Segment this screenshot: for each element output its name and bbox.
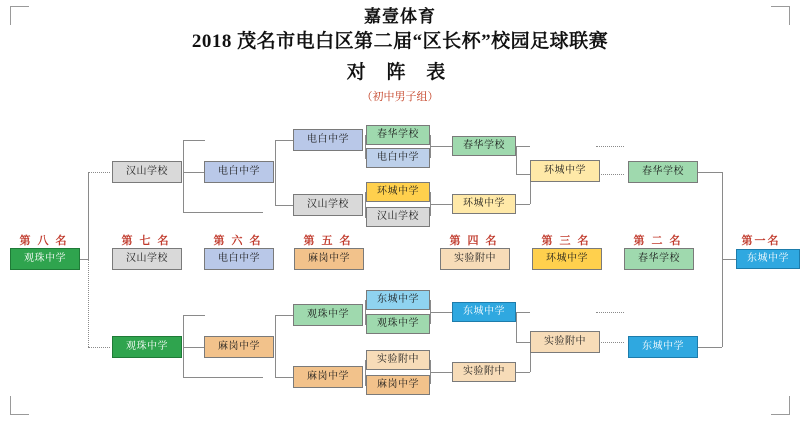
box-r1-dianbai[interactable]: 电白中学 — [204, 161, 274, 183]
connector — [430, 146, 452, 147]
crop-mark-bottom-left — [10, 396, 29, 415]
connector — [183, 172, 205, 173]
box-r2-dianbai-top[interactable]: 电白中学 — [293, 129, 363, 151]
box-rank2-chunhua[interactable]: 春华学校 — [624, 248, 694, 270]
box-r4-huancheng[interactable]: 环城中学 — [452, 194, 516, 214]
box-r1-guanzhu[interactable]: 观珠中学 — [112, 336, 182, 358]
page-subtitle: 对 阵 表 — [346, 62, 454, 83]
connector — [430, 312, 452, 313]
connector — [183, 315, 205, 316]
connector — [596, 312, 624, 313]
box-r1-magang[interactable]: 麻岗中学 — [204, 336, 274, 358]
box-r3-guanzhu[interactable]: 观珠中学 — [366, 314, 430, 334]
connector — [596, 174, 624, 175]
connector — [183, 315, 184, 377]
connector — [430, 192, 431, 216]
box-r3-chunhua[interactable]: 春华学校 — [366, 125, 430, 145]
connector — [516, 146, 530, 147]
connector — [516, 372, 530, 373]
box-rank8-guanzhu[interactable]: 观珠中学 — [10, 248, 80, 270]
connector — [275, 315, 293, 316]
connector — [88, 172, 110, 173]
connector — [183, 347, 205, 348]
box-r5-huancheng[interactable]: 环城中学 — [530, 160, 600, 182]
connector — [430, 204, 452, 205]
box-r4-shiyanfu[interactable]: 实验附中 — [452, 362, 516, 382]
page-title: 2018 茂名市电白区第二届“区长杯”校园足球联赛 — [191, 31, 609, 52]
connector — [516, 312, 530, 313]
rank-label-1: 第一名 — [741, 235, 781, 247]
rank-label-8: 第 八 名 — [19, 235, 69, 247]
box-rank5-magang[interactable]: 麻岗中学 — [294, 248, 364, 270]
box-r3-hanshan[interactable]: 汉山学校 — [366, 207, 430, 227]
rank-label-7: 第 七 名 — [121, 235, 171, 247]
organizer-title: 嘉壹体育 — [364, 7, 436, 26]
box-rank4-shiyanfu[interactable]: 实验附中 — [440, 248, 510, 270]
rank-label-3: 第 三 名 — [541, 235, 591, 247]
connector — [596, 342, 624, 343]
connector — [275, 140, 276, 205]
connector — [516, 146, 517, 174]
group-label: （初中男子组） — [361, 91, 439, 103]
connector — [516, 342, 530, 343]
box-r3-shiyanfu[interactable]: 实验附中 — [366, 350, 430, 370]
box-r2-hanshan[interactable]: 汉山学校 — [293, 194, 363, 216]
rank-label-5: 第 五 名 — [303, 235, 353, 247]
box-r2-guanzhu[interactable]: 观珠中学 — [293, 304, 363, 326]
connector — [275, 140, 293, 141]
box-r6-dongcheng[interactable]: 东城中学 — [628, 336, 698, 358]
connector — [516, 312, 517, 342]
connector — [275, 315, 276, 377]
connector — [430, 300, 431, 324]
box-rank1-dongcheng[interactable]: 东城中学 — [736, 249, 800, 269]
box-rank7-hanshan[interactable]: 汉山学校 — [112, 248, 182, 270]
rank-label-4: 第 四 名 — [449, 235, 499, 247]
connector — [183, 140, 205, 141]
box-r2-magang[interactable]: 麻岗中学 — [293, 366, 363, 388]
connector — [183, 140, 184, 212]
connector — [430, 135, 431, 158]
box-r3-dongcheng[interactable]: 东城中学 — [366, 290, 430, 310]
connector — [183, 212, 263, 213]
connector — [596, 146, 624, 147]
connector — [698, 172, 722, 173]
connector — [516, 204, 530, 205]
box-r3-huancheng[interactable]: 环城中学 — [366, 182, 430, 202]
rank-label-6: 第 六 名 — [213, 235, 263, 247]
connector — [430, 360, 431, 384]
connector — [698, 347, 722, 348]
box-rank6-dianbai[interactable]: 电白中学 — [204, 248, 274, 270]
box-r4-dongcheng[interactable]: 东城中学 — [452, 302, 516, 322]
connector — [275, 377, 293, 378]
box-r1-hanshan[interactable]: 汉山学校 — [112, 161, 182, 183]
connector — [516, 174, 530, 175]
box-r3-dianbai[interactable]: 电白中学 — [366, 148, 430, 168]
box-rank3-huancheng[interactable]: 环城中学 — [532, 248, 602, 270]
crop-mark-bottom-right — [771, 396, 790, 415]
box-r6-chunhua[interactable]: 春华学校 — [628, 161, 698, 183]
connector — [275, 205, 293, 206]
connector — [183, 377, 263, 378]
rank-label-2: 第 二 名 — [633, 235, 683, 247]
connector — [88, 347, 110, 348]
connector — [88, 172, 89, 260]
box-r5-shiyanfu[interactable]: 实验附中 — [530, 331, 600, 353]
connector — [430, 372, 452, 373]
box-r4-chunhua[interactable]: 春华学校 — [452, 136, 516, 156]
box-r3-magang[interactable]: 麻岗中学 — [366, 375, 430, 395]
